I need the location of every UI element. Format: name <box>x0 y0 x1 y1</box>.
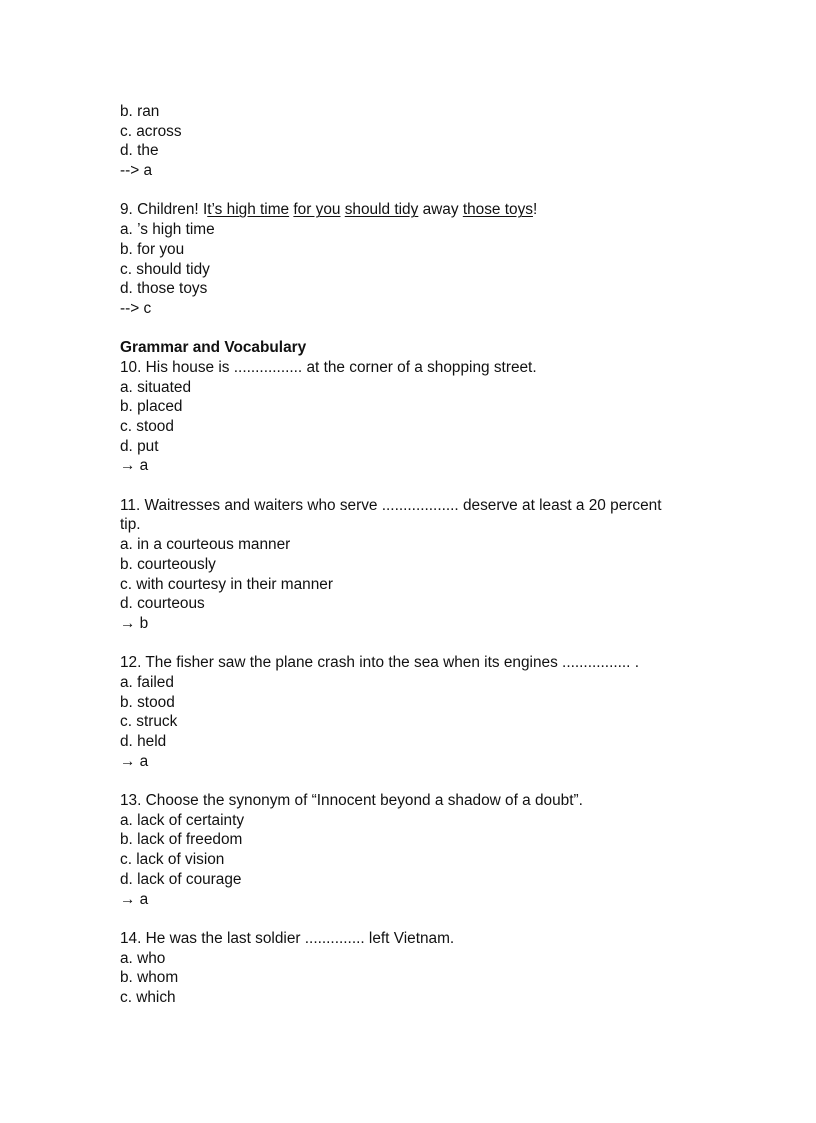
spacer <box>120 909 740 929</box>
option-d: d. those toys <box>120 280 208 298</box>
option-b: b. lack of freedom <box>120 831 243 849</box>
question-11-continued: tip. <box>120 516 141 534</box>
option-c: c. should tidy <box>120 260 210 278</box>
option-c: c. which <box>120 988 176 1006</box>
answer-line: → a <box>120 457 149 475</box>
option-b: b. for you <box>120 240 185 258</box>
option-a: a. failed <box>120 673 174 691</box>
question-11: 11. Waitresses and waiters who serve .................. deserve at least a 20 percent <box>120 496 662 514</box>
answer-line: → a <box>120 890 149 908</box>
answer-line: → b <box>120 614 149 632</box>
answer-line: → a <box>120 752 149 770</box>
option-a: a. who <box>120 949 166 967</box>
option-d: d. held <box>120 733 167 750</box>
option-b: b. placed <box>120 398 183 416</box>
spacer <box>120 319 740 339</box>
question-14: 14. He was the last soldier .............. left Vietnam. <box>120 929 455 947</box>
question-10: 10. His house is ................ at the corner of a shopping street. <box>120 358 537 376</box>
option-b: b. courteously <box>120 555 216 573</box>
underlined-segment-d: those toys <box>462 201 533 219</box>
spacer <box>120 476 740 496</box>
underlined-segment-b: for you <box>293 201 341 219</box>
question-text: 9. Children! I <box>120 201 208 219</box>
section-heading: Grammar and Vocabulary <box>120 339 307 357</box>
option-c: c. lack of vision <box>120 851 225 869</box>
option-b: b. whom <box>120 969 179 987</box>
question-9: 9. Children! It’s high time for you should tidy away those toys! <box>120 201 538 219</box>
option-c: c. with courtesy in their manner <box>120 575 333 593</box>
option-b: b. ran <box>120 103 160 120</box>
option-a: a. situated <box>120 378 192 396</box>
spacer <box>120 634 740 654</box>
option-d: d. put <box>120 437 159 455</box>
option-b: b. stood <box>120 693 175 711</box>
document-page <box>120 102 740 1008</box>
option-d: d. the <box>120 142 159 160</box>
underlined-segment-c: should tidy <box>344 201 419 219</box>
option-c: c. stood <box>120 418 174 435</box>
spacer <box>120 771 740 791</box>
underlined-segment-a: t’s high time <box>207 201 290 219</box>
option-d: d. courteous <box>120 595 205 613</box>
answer-line: --> a <box>120 162 153 180</box>
option-d: d. lack of courage <box>120 870 242 888</box>
question-13: 13. Choose the synonym of “Innocent beyond a shadow of a doubt”. <box>120 792 583 810</box>
answer-line: --> c <box>120 299 152 317</box>
option-c: c. across <box>120 122 182 140</box>
question-12: 12. The fisher saw the plane crash into the sea when its engines ................ . <box>120 654 640 672</box>
option-a: a. lack of certainty <box>120 811 245 829</box>
spacer <box>120 181 740 201</box>
option-a: a. ’s high time <box>120 221 215 239</box>
option-a: a. in a courteous manner <box>120 536 291 554</box>
option-c: c. struck <box>120 713 178 731</box>
